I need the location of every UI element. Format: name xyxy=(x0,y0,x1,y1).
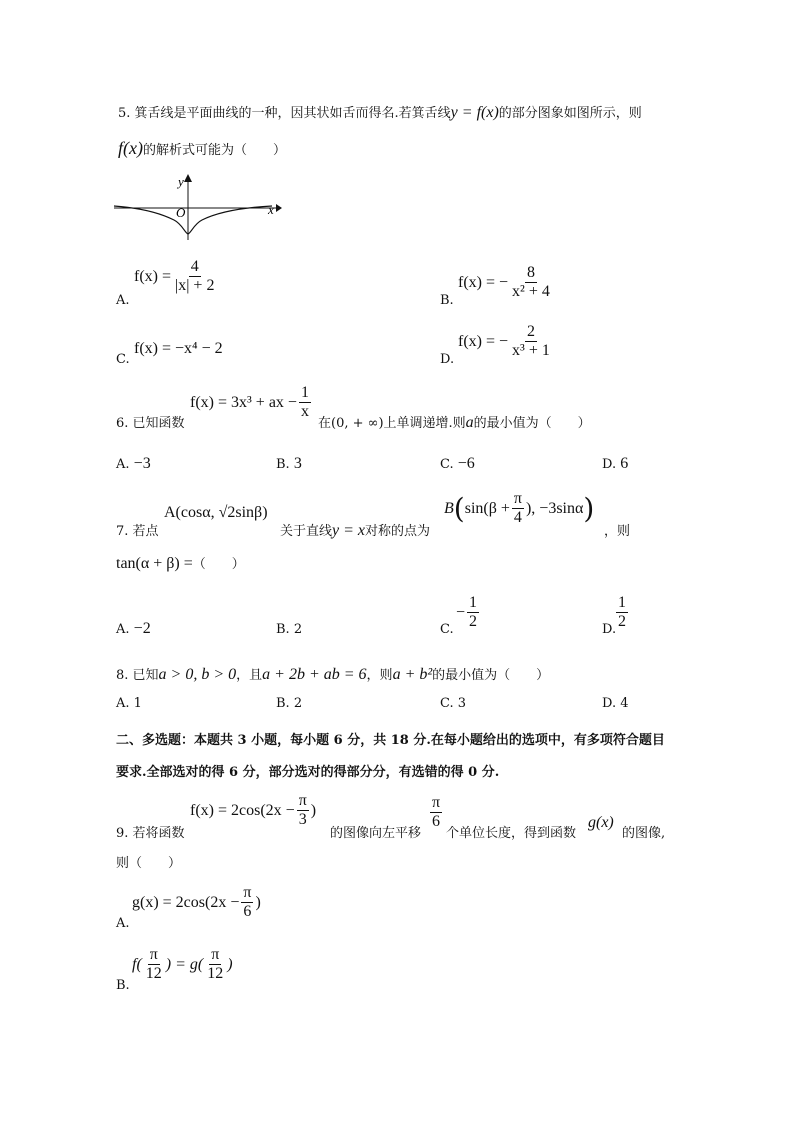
q7-optA: A. −2 xyxy=(116,620,151,637)
q9-optA: g(x) = 2cos(2x − $\frac{\pi}{6}$ ) xyxy=(132,884,261,920)
q7-mid: 关于直线y = x对称的点为 xyxy=(280,522,431,539)
q7-optD: $\frac{1}{2}$ xyxy=(618,594,626,630)
q9-g: g(x) xyxy=(588,814,614,831)
q9-optB: f( $\frac{\pi}{12}$ ) = g( $\frac{\pi}{12}$ ) xyxy=(132,946,233,982)
section2-line1: 二、多选题：本题共 3 小题，每小题 6 分，共 18 分.在每小题给出的选项中，有多项符合题目 xyxy=(116,733,665,748)
q5-optC-label: C. xyxy=(116,352,130,367)
q6-optA: A. −3 xyxy=(116,455,151,472)
q6-tail: 在(0, + ∞)上单调递增.则a的最小值为（ ） xyxy=(318,414,591,431)
q7-optB: B. 2 xyxy=(276,622,303,637)
q5-optD: f(x) = − $\frac{2}{\text{x³ + 1}}$ xyxy=(458,323,550,359)
q6-prefix: 6. 已知函数 xyxy=(116,416,185,431)
q5-optA-label: A. xyxy=(116,293,130,308)
q8-optC: C. 3 xyxy=(440,696,467,711)
section2-line2: 要求.全部选对的得 6 分，部分选对的得部分分，有选错的得 0 分. xyxy=(116,765,500,780)
q7-optD-label: D. xyxy=(602,622,617,637)
q5-graph xyxy=(112,170,282,246)
y-axis-arrow xyxy=(184,174,192,182)
q7-optC: − $\frac{1}{2}$ xyxy=(456,594,478,630)
q9-optA-label: A. xyxy=(116,916,130,931)
graph-origin-label: O xyxy=(176,205,186,220)
q7-tail: ，则 xyxy=(604,524,631,539)
q5-optB-label: B. xyxy=(440,293,454,308)
q7-line2: tan(α + β) =（ ） xyxy=(116,555,245,572)
q8-optD: D. 4 xyxy=(602,696,629,711)
q7-prefix: 7. 若点 xyxy=(116,524,159,539)
q8-optA: A. 1 xyxy=(116,696,142,711)
q5-optA: f(x) = $\frac{4}{|x| + 2}$ xyxy=(134,258,215,294)
x-axis-arrow xyxy=(276,204,282,212)
q9-tail: 的图像, xyxy=(622,826,666,841)
q7-optC-label: C. xyxy=(440,622,454,637)
q5-optC: f(x) = −x⁴ − 2 xyxy=(134,340,223,357)
q7-pointB: B(sin(β + $\frac{\pi}{4}$ ), −3sinα) xyxy=(444,490,595,526)
q5-optD-label: D. xyxy=(440,352,455,367)
q6-optC: C. −6 xyxy=(440,455,475,472)
q9-line2: 则（ ） xyxy=(116,856,182,871)
q6-expr: f(x) = 3x³ + ax − $\frac{1}{x}$ xyxy=(190,384,309,420)
q8-line: 8. 已知a > 0, b > 0，且a + 2b + ab = 6，则a + b²的最小值为（ ） xyxy=(116,666,550,683)
graph-x-label: x xyxy=(268,202,274,217)
q5-line2: f(x)的解析式可能为（ ） xyxy=(118,138,286,158)
q8-optB: B. 2 xyxy=(276,696,303,711)
q9-mid: 的图像向左平移 xyxy=(330,826,422,841)
q6-optD: D. 6 xyxy=(602,455,629,472)
q7-pointA: A(cosα, √2sinβ) xyxy=(164,504,268,521)
graph-y-label: y xyxy=(178,174,184,189)
q9-expr: f(x) = 2cos(2x − $\frac{\pi}{3}$ ) xyxy=(190,792,317,828)
q9-optB-label: B. xyxy=(116,978,130,993)
q9-mid2: 个单位长度，得到函数 xyxy=(446,826,577,841)
witch-curve xyxy=(114,206,272,234)
q5-optB: f(x) = − $\frac{8}{\text{x² + 4}}$ xyxy=(458,264,550,300)
q6-optB: B. 3 xyxy=(276,455,302,472)
q9-shift: $\frac{\pi}{6}$ xyxy=(432,794,441,830)
q9-prefix: 9. 若将函数 xyxy=(116,826,185,841)
q5-line1: 5. 箕舌线是平面曲线的一种，因其状如舌而得名.若箕舌线y = f(x)的部分图象如图所示，则 xyxy=(118,104,642,121)
